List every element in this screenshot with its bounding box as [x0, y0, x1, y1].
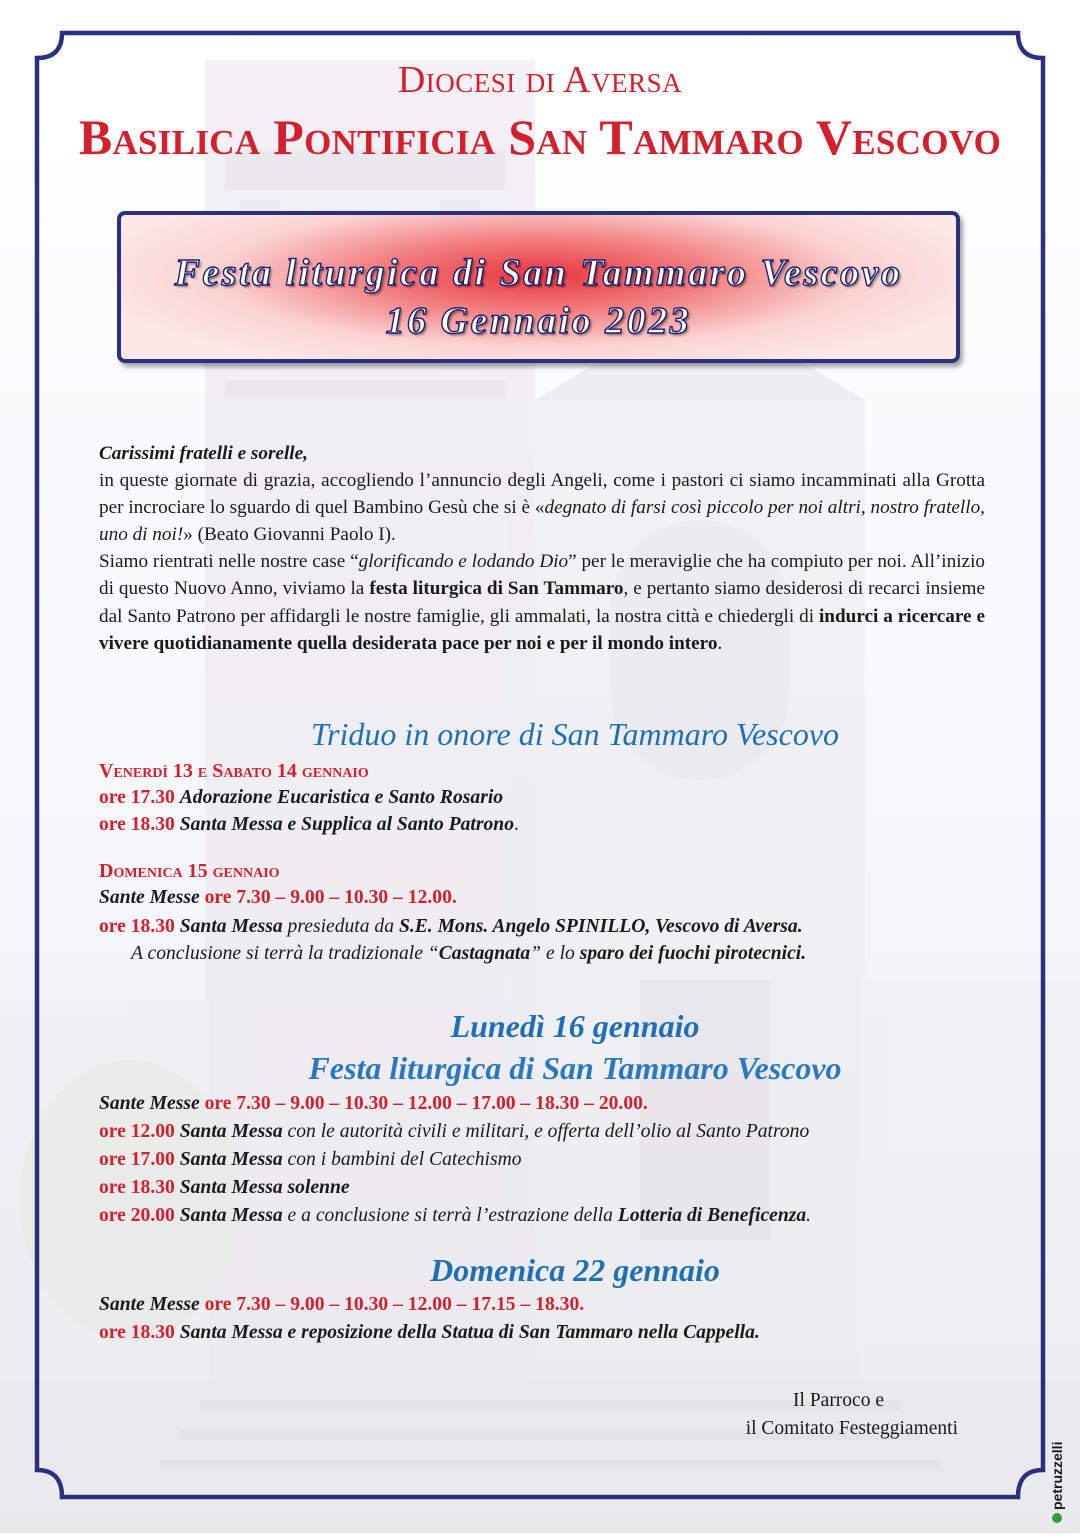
domenica-22-title: Domenica 22 gennaio	[430, 1252, 720, 1288]
note-bold: Castagnata	[438, 943, 531, 964]
intro-p2-bold-peace: indurci a ricercare e vivere quotidianamente quella desiderata pace per noi e per il mondo intero	[99, 605, 985, 654]
event: Santa Messa e reposizione della Statua di San Tammaro nella Cappella.	[179, 1322, 760, 1343]
schedule-row	[99, 1093, 648, 1115]
time: ore 20.00	[99, 1205, 175, 1226]
feast-banner	[117, 211, 960, 363]
intro-p2-quote: glorificando e lodando Dio	[358, 551, 569, 573]
schedule-row	[99, 1177, 350, 1199]
intro-p1-quote: degnato di farsi così piccolo per noi altri, nostro fratello, uno di noi!	[99, 497, 985, 546]
event: Santa Messa	[179, 1205, 283, 1226]
basilica-heading: Basilica Pontificia San Tammaro Vescovo	[78, 109, 1002, 165]
intro-letter	[99, 440, 985, 657]
times: ore 7.30 – 9.00 – 10.30 – 12.00 – 17.15 – 18.30.	[204, 1294, 585, 1315]
schedule-row	[99, 1294, 584, 1316]
time: ore 18.30	[99, 814, 175, 835]
printer-credit-logo	[1046, 1355, 1068, 1525]
signature-line-2: il Comitato Festeggiamenti	[745, 1418, 958, 1439]
intro-p2-text-a: Siamo rientrati nelle nostre case “	[99, 551, 359, 573]
day-label: Venerdì 13 e Sabato 14 gennaio	[99, 760, 369, 782]
masses-label: Sante Messe	[99, 1294, 200, 1315]
time: ore 17.30	[99, 787, 175, 808]
schedule-row	[99, 1121, 809, 1143]
schedule-row	[99, 1205, 811, 1227]
schedule-row	[99, 1149, 522, 1171]
event: Adorazione Eucaristica e Santo Rosario	[179, 787, 504, 808]
greeting: Carissimi fratelli e sorelle,	[99, 443, 308, 464]
printer-credit-text: petruzzelli	[1049, 1441, 1065, 1510]
time: ore 17.00	[99, 1149, 175, 1170]
intro-p2-bold-feast: festa liturgica di San Tammaro	[369, 578, 624, 600]
triduo-day-2	[99, 860, 280, 883]
time: ore 18.30	[99, 1322, 175, 1343]
masses-label: Sante Messe	[99, 1093, 200, 1114]
intro-p2-text-b: ” per le meraviglie che ha compiuto per noi. All’inizio di questo Nuovo Anno, viviamo la	[99, 551, 986, 600]
intro-p2-end: .	[717, 632, 723, 654]
punctuation: .	[806, 1205, 812, 1226]
time: ore 12.00	[99, 1121, 175, 1142]
day-label: Domenica 15 gennaio	[99, 860, 280, 882]
schedule-note	[131, 943, 806, 965]
event: Santa Messa e Supplica al Santo Patrono	[179, 814, 514, 835]
feast-banner-title: Festa liturgica di San Tammaro Vescovo	[174, 252, 903, 294]
schedule-row	[99, 887, 457, 909]
schedule-row	[99, 814, 519, 836]
event: Santa Messa	[179, 916, 283, 937]
punctuation: .	[514, 814, 519, 835]
triduo-day-1	[99, 760, 369, 783]
event-detail: e a conclusione si terrà l’estrazione della	[287, 1205, 613, 1226]
note-text: ” e lo	[530, 943, 580, 964]
lunedi-title: Lunedì 16 gennaio	[450, 1008, 700, 1044]
event-detail: presieduta da	[287, 916, 395, 937]
note-bold: sparo dei fuochi pirotecnici.	[579, 943, 807, 964]
feast-banner-date: 16 Gennaio 2023	[385, 300, 692, 342]
schedule-row	[99, 787, 503, 809]
event: Santa Messa	[179, 1149, 283, 1170]
time: ore 18.30	[99, 1177, 175, 1198]
intro-p1-citation: » (Beato Giovanni Paolo I).	[183, 524, 396, 546]
intro-p1-text: in queste giornate di grazia, accogliendo l’annuncio degli Angeli, come i pastori ci siamo incamminati alla Grotta per incrociare lo sguardo di quel Bambino Gesù che si è «	[99, 470, 985, 519]
time: ore 18.30	[99, 916, 175, 937]
event: Santa Messa solenne	[179, 1177, 350, 1198]
signature-line-1: Il Parroco e	[793, 1390, 884, 1411]
lottery: Lotteria di Beneficenza	[617, 1205, 807, 1226]
celebrant: S.E. Mons. Angelo SPINILLO, Vescovo di Aversa.	[398, 916, 803, 937]
intro-paragraph-2	[99, 548, 985, 656]
event: Santa Messa	[179, 1121, 283, 1142]
printer-dot-icon	[1052, 1513, 1062, 1523]
masses-label: Sante Messe	[99, 887, 200, 908]
triduo-title: Triduo in onore di San Tammaro Vescovo	[310, 716, 840, 752]
event-detail: con le autorità civili e militari, e offerta dell’olio al Santo Patrono	[287, 1121, 810, 1142]
event-detail: con i bambini del Catechismo	[287, 1149, 522, 1170]
note-text: A conclusione si terrà la tradizionale “	[131, 943, 439, 964]
diocese-heading: Diocesi di Aversa	[397, 59, 683, 101]
schedule-row	[99, 1322, 760, 1344]
times: ore 7.30 – 9.00 – 10.30 – 12.00.	[204, 887, 457, 908]
lunedi-subtitle: Festa liturgica di San Tammaro Vescovo	[308, 1050, 842, 1086]
times: ore 7.30 – 9.00 – 10.30 – 12.00 – 17.00 – 18.30 – 20.00.	[204, 1093, 648, 1114]
intro-p2-text-c: , e pertanto siamo desiderosi di recarci insieme dal Santo Patrono per affidargli le nostre famiglie, gli ammalati, la nostra città e chiedergli di	[99, 578, 986, 627]
schedule-row	[99, 916, 803, 938]
intro-paragraph-1	[99, 467, 985, 548]
